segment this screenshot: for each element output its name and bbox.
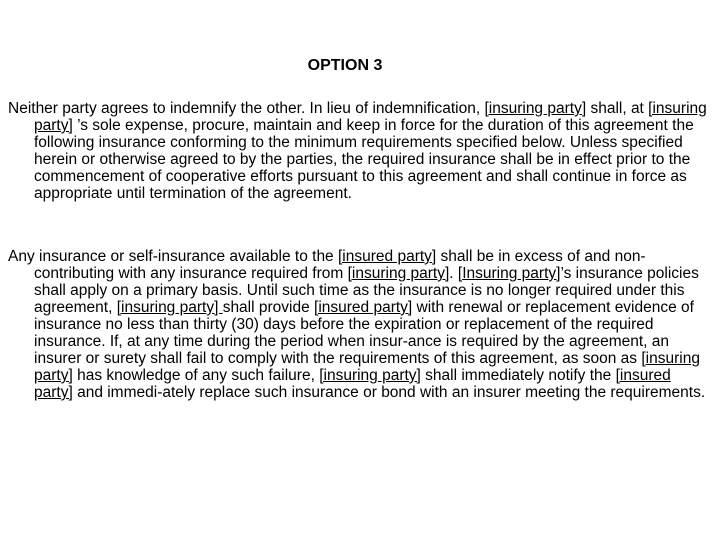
insurance-paragraph [8,248,708,401]
text-run: . [449,265,458,282]
placeholder-insuring-party: [insuring party] [319,367,421,384]
text-run: ’s sole expense, procure, maintain and keep in force for the duration of this agreement the following insurance conforming to the minimum requirements specified below. Unless specified herein or otherwise agreed to by the parties, the required insurance shall be in effect prior to the commencement of cooperative efforts pursuant to this agreement and shall continue in force as appropriate until termination of the agreement. [34,117,694,202]
option-title: OPTION 3 [307,57,383,74]
placeholder-insuring-party: [insuring party] [34,100,707,134]
text-run: shall be in excess of and non-contributing with any insurance required from [34,248,646,282]
text-run: Neither party agrees to indemnify the other. In lieu of indemnification, [8,100,485,117]
placeholder-insuring-party: [Insuring party] [457,265,561,282]
placeholder-insuring-party: [insuring party] [34,350,700,384]
placeholder-insured-party: [insured party] [338,248,437,265]
placeholder-insured-party: [insured party] [34,367,671,401]
indemnification-paragraph [8,100,708,202]
text-run: with renewal or replacement evidence of insurance no less than thirty (30) days before the expiration or replacement of the required insurance. If, at any time during the period when insur-ance is required by the agreement, an insurer or surety shall fail to comply with the requirements of this agreement, as soon as [34,299,694,367]
text-run: and immedi-ately replace such insurance or bond with an insurer meeting the requirements. [72,384,706,401]
placeholder-insured-party: [insured party] [314,299,413,316]
text-run: shall immediately notify the [420,367,616,384]
text-run: Any insurance or self-insurance available to the [8,248,338,265]
text-run: has knowledge of any such failure, [72,367,320,384]
placeholder-insuring-party: [insuring party] [484,100,587,117]
text-run: shall provide [222,299,315,316]
placeholder-insuring-party: [insuring party] [116,299,223,316]
text-run: ’s insurance policies shall apply on a primary basis. Until such time as the insurance is no longer required under this agreement, [34,265,699,316]
placeholder-insuring-party: [insuring party] [347,265,450,282]
text-run: shall, at [586,100,649,117]
